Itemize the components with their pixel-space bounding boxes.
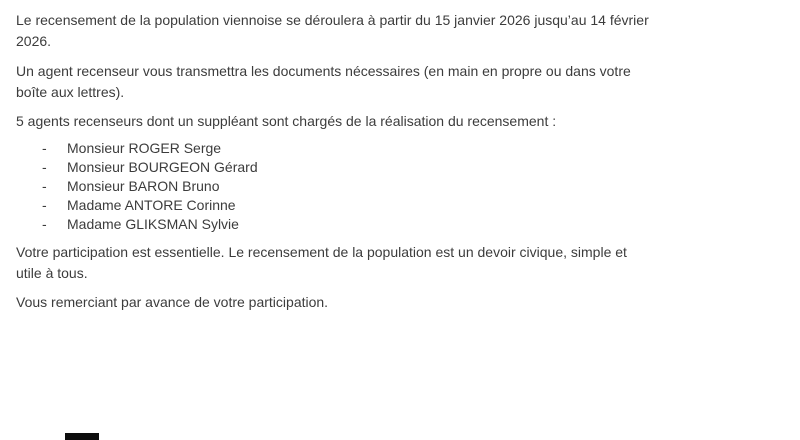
paragraph-participation bbox=[16, 242, 627, 284]
list-item bbox=[16, 196, 258, 215]
paragraph-line: Votre participation est essentielle. Le recensement de la population est un devoir civique, simple et bbox=[16, 244, 627, 260]
agents-list bbox=[16, 139, 258, 234]
paragraph-line: 2026. bbox=[16, 33, 52, 49]
list-item bbox=[16, 215, 258, 234]
agent-name: Madame ANTORE Corinne bbox=[67, 197, 236, 213]
bottom-edge-dark-fragment bbox=[65, 433, 99, 440]
list-bullet-dash: - bbox=[42, 197, 47, 213]
agent-name: Monsieur BOURGEON Gérard bbox=[67, 159, 258, 175]
paragraph-agents-intro bbox=[16, 111, 556, 132]
paragraph-line: Le recensement de la population viennoise se déroulera à partir du 15 janvier 2026 jusqu’au 14 février bbox=[16, 12, 649, 28]
list-bullet-dash: - bbox=[42, 159, 47, 175]
list-item bbox=[16, 158, 258, 177]
paragraph-thanks bbox=[16, 292, 328, 313]
paragraph-line: utile à tous. bbox=[16, 265, 88, 281]
paragraph-line: boîte aux lettres). bbox=[16, 84, 125, 100]
agent-name: Monsieur BARON Bruno bbox=[67, 178, 220, 194]
paragraph-census-dates bbox=[16, 10, 649, 52]
paragraph-line: Un agent recenseur vous transmettra les documents nécessaires (en main en propre ou dans votre bbox=[16, 63, 631, 79]
list-bullet-dash: - bbox=[42, 140, 47, 156]
list-item bbox=[16, 177, 258, 196]
agent-name: Madame GLIKSMAN Sylvie bbox=[67, 216, 239, 232]
list-item bbox=[16, 139, 258, 158]
paragraph-line: 5 agents recenseurs dont un suppléant sont chargés de la réalisation du recensement : bbox=[16, 113, 557, 129]
list-bullet-dash: - bbox=[42, 178, 47, 194]
paragraph-line: Vous remerciant par avance de votre participation. bbox=[16, 294, 329, 310]
agent-name: Monsieur ROGER Serge bbox=[67, 140, 222, 156]
paragraph-agent-documents bbox=[16, 61, 631, 103]
list-bullet-dash: - bbox=[42, 216, 47, 232]
